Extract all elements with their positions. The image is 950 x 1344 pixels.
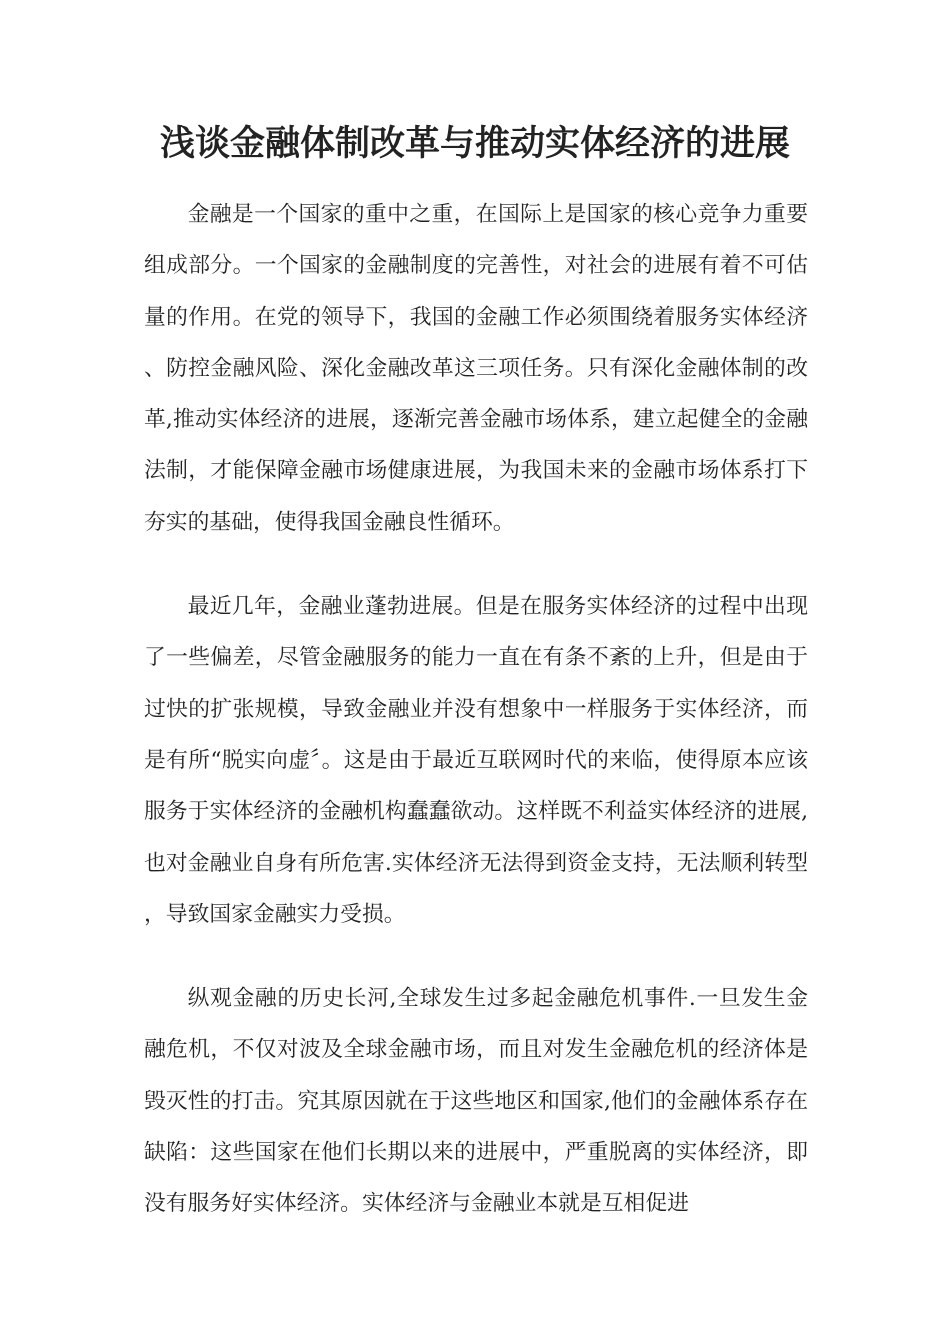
paragraph-3: 纵观金融的历史长河,全球发生过多起金融危机事件.一旦发生金融危机，不仅对波及全球金融市场，而且对发生金融危机的经济体是毁灭性的打击。究其原因就在于这些地区和国家,他们的金融体系存在缺陷：这些国家在他们长期以来的进展中，严重脱离的实体经济，即没有服务好实体经济。实体经济与金融业本就是互相促进 (144, 986, 808, 1217)
document-title: 浅谈金融体制改革与推动实体经济的进展 (159, 123, 790, 164)
document-body (144, 189, 808, 1263)
paragraph-2: 最近几年，金融业蓬勃进展。但是在服务实体经济的过程中出现了一些偏差，尽管金融服务的能力一直在有条不紊的上升，但是由于过快的扩张规模，导致金融业并没有想象中一样服务于实体经济，而是有所“脱实向虚〞。这是由于最近互联网时代的来临，使得原本应该服务于实体经济的金融机构蠢蠢欲动。这样既不利益实体经济的进展,也对金融业自身有所危害.实体经济无法得到资金支持，无法顺利转型，导致国家金融实力受损。 (144, 594, 808, 927)
paragraph-1: 金融是一个国家的重中之重，在国际上是国家的核心竞争力重要组成部分。一个国家的金融制度的完善性，对社会的进展有着不可估量的作用。在党的领导下，我国的金融工作必须围绕着服务实体经济、防控金融风险、深化金融改革这三项任务。只有深化金融体制的改革,推动实体经济的进展，逐渐完善金融市场体系，建立起健全的金融法制，才能保障金融市场健康进展，为我国未来的金融市场体系打下夯实的基础，使得我国金融良性循环。 (144, 202, 808, 535)
